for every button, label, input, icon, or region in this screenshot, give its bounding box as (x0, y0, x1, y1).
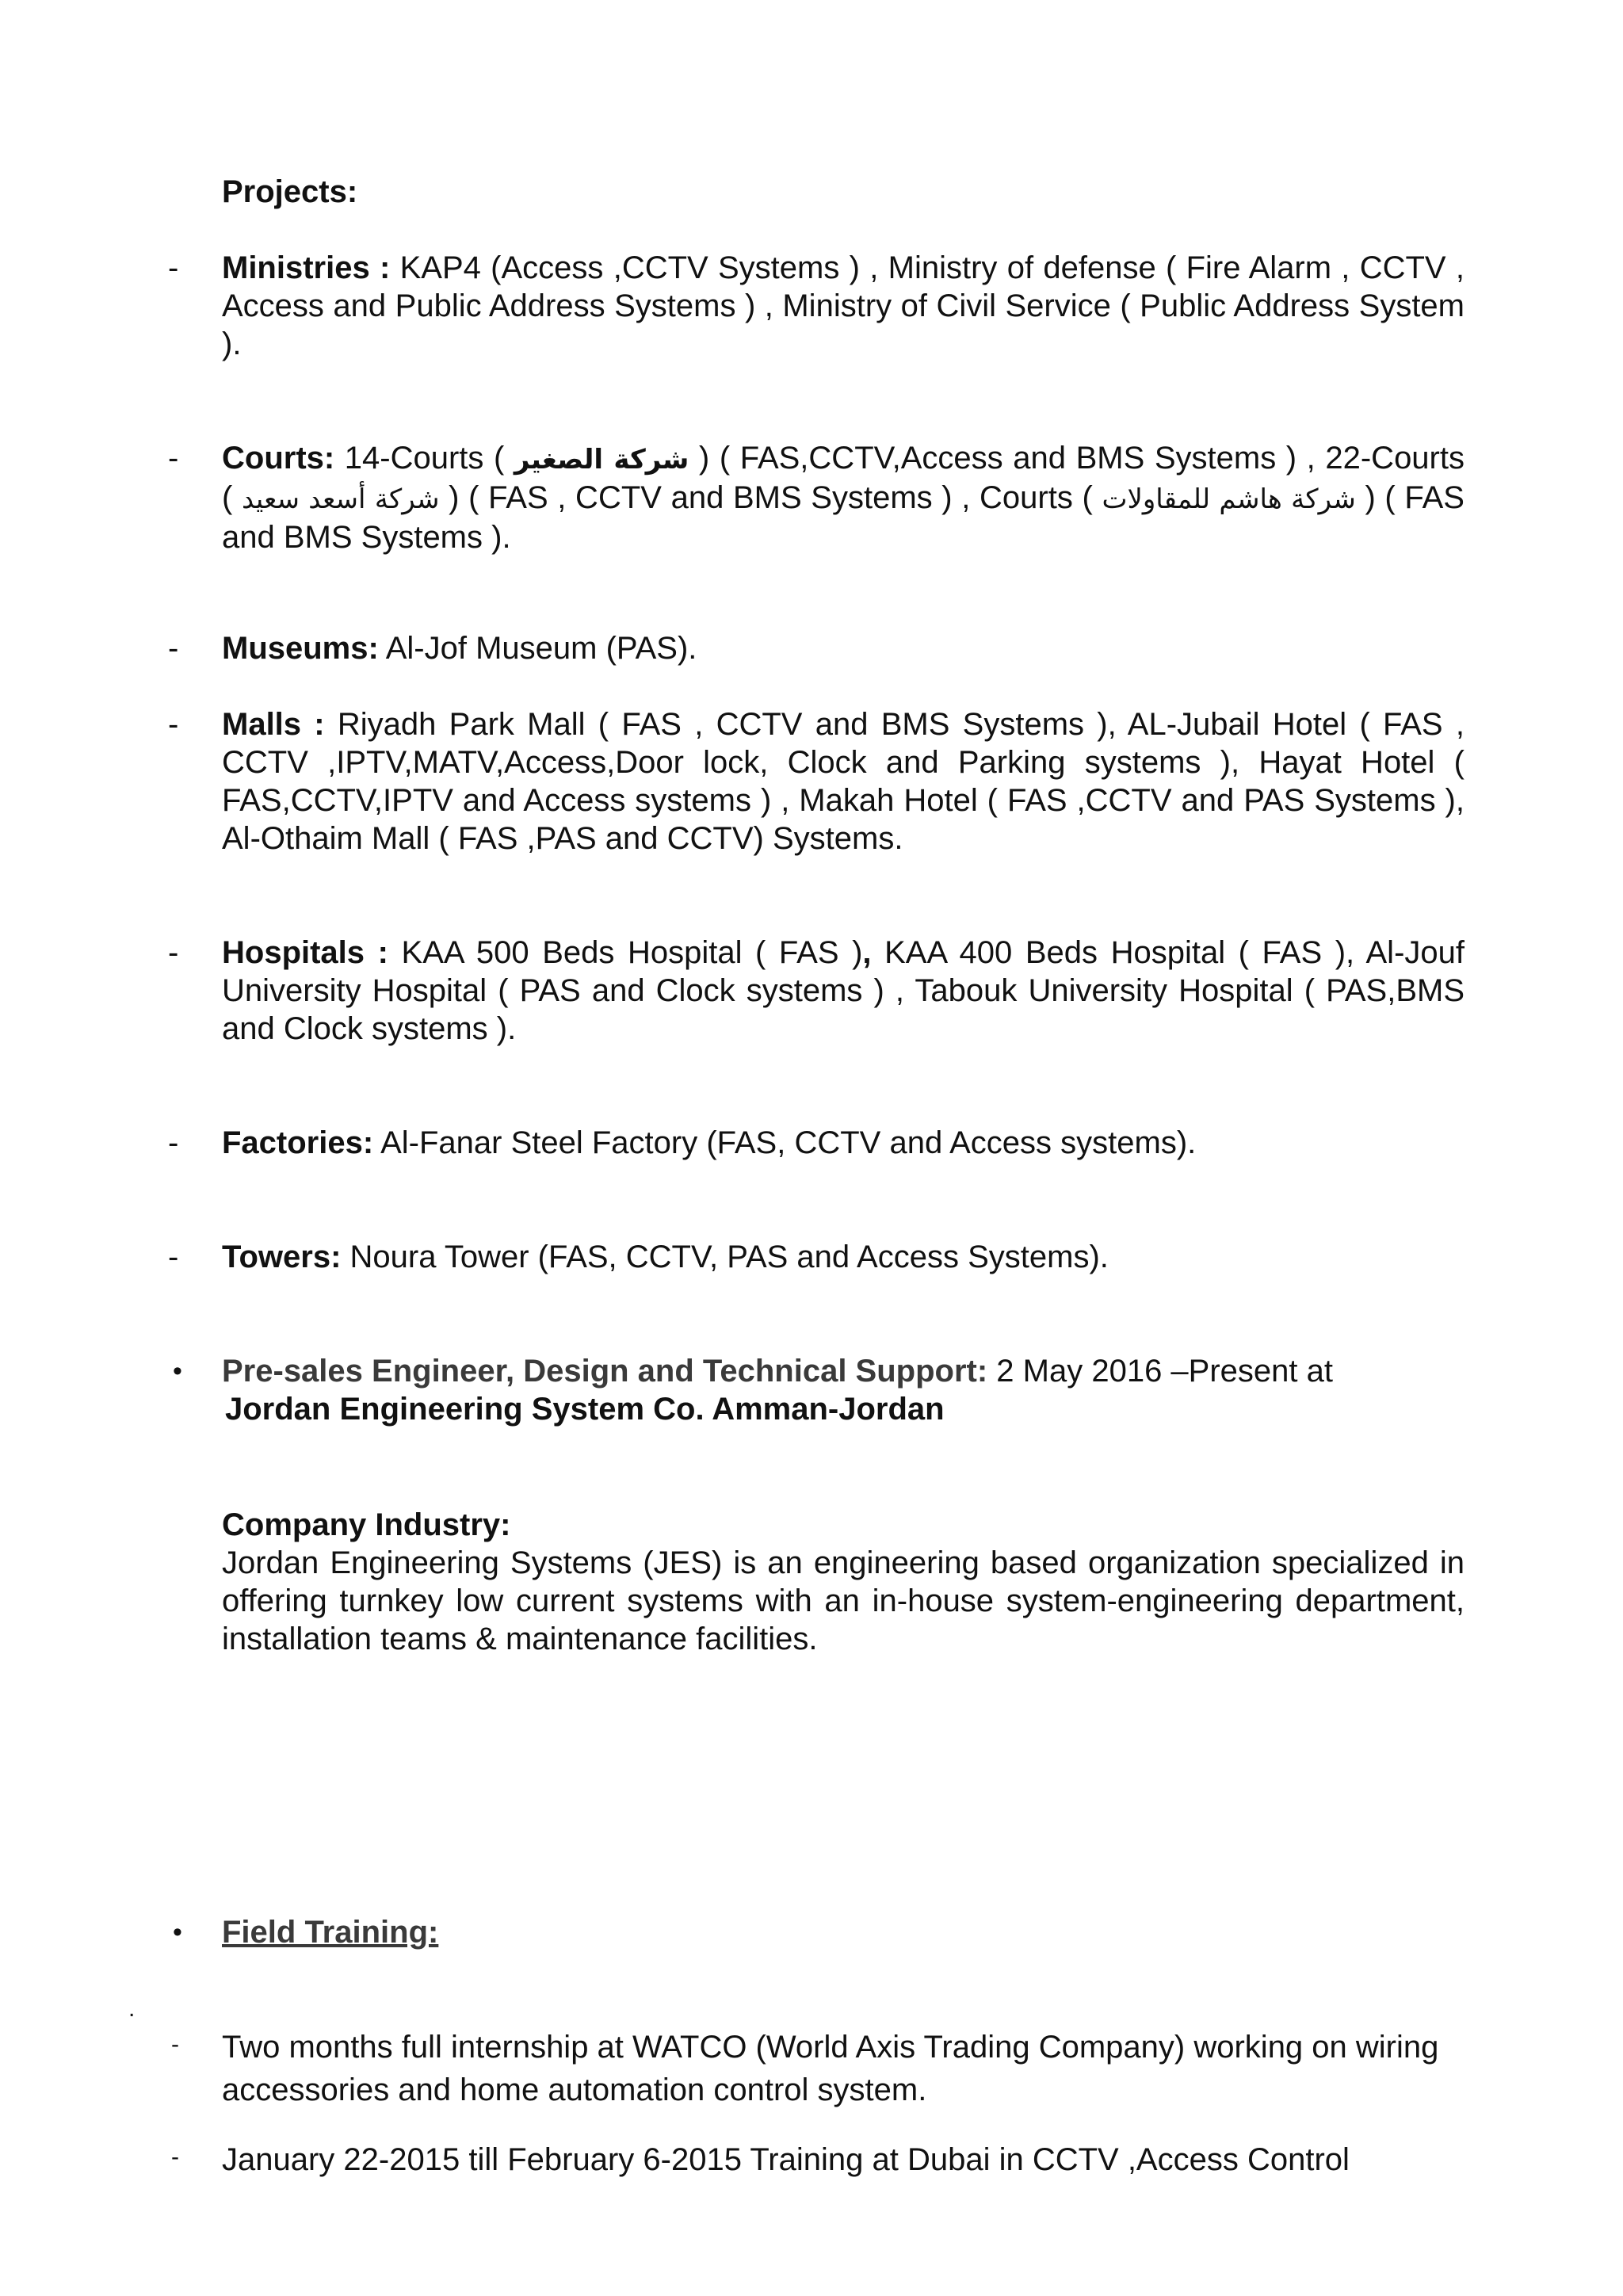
projects-heading: Projects: (222, 174, 358, 209)
project-details-part-a: KAA 500 Beds Hospital ( FAS ) (388, 935, 863, 970)
dash-marker: - (168, 1125, 179, 1160)
dash-marker: - (171, 2031, 179, 2057)
project-label: Ministries : (222, 250, 391, 285)
arabic-company-name: شركة هاشم للمقاولات (1102, 483, 1356, 515)
project-label: Courts: (222, 441, 335, 476)
project-label: Museums: (222, 631, 379, 666)
project-details: Noura Tower (FAS, CCTV, PAS and Access Systems). (341, 1240, 1109, 1274)
training-text: January 22-2015 till February 6-2015 Training at Dubai in CCTV ,Access Control (222, 2142, 1350, 2177)
project-details-part-d: ) ( FAS and BMS Systems ). (222, 480, 1465, 555)
dash-marker: - (168, 631, 179, 666)
project-label: Hospitals : (222, 935, 388, 970)
dash-marker: - (168, 441, 179, 476)
job-title: Pre-sales Engineer, Design and Technical Support: (222, 1354, 988, 1389)
job-title-line (222, 1352, 1465, 1390)
training-text: Two months full internship at WATCO (World Axis Trading Company) working on wiring accessories and home automation control system. (222, 2030, 1439, 2107)
arabic-company-name: شركة الصغير (514, 444, 689, 476)
project-text (222, 705, 1465, 858)
field-training-heading: Field Training: (222, 1915, 439, 1950)
bullet-marker: • (173, 1917, 182, 1947)
project-label: Towers: (222, 1240, 342, 1274)
arabic-company-name: شركة أسعد سعيد (241, 483, 440, 515)
project-label: Malls : (222, 707, 325, 742)
dash-marker: - (168, 250, 179, 285)
bold-comma: , (862, 935, 872, 970)
stray-dot: . (128, 1996, 136, 2022)
project-label: Factories: (222, 1125, 374, 1160)
section-title-line (222, 1913, 1465, 1951)
project-details-part-b: ) ( FAS,CCTV,Access and BMS Systems ) , 22-Courts ( (222, 441, 1465, 515)
project-text (222, 249, 1465, 363)
employer-name: Jordan Engineering System Co. Amman-Jordan (225, 1392, 945, 1427)
project-details: KAP4 (Access ,CCTV Systems ) , Ministry of defense ( Fire Alarm , CCTV , Access and Public Address Systems ) , Ministry of Civil Service ( Public Address System ). (222, 250, 1465, 361)
dash-marker: - (168, 935, 179, 970)
project-text (222, 1238, 1465, 1276)
project-text (222, 934, 1465, 1048)
dash-marker: - (168, 707, 179, 742)
project-details-part-b: KAA 400 Beds Hospital ( FAS ), Al-Jouf University Hospital ( PAS and Clock systems ) , Tabouk University Hospital ( PAS,BMS and Clock systems ). (222, 935, 1465, 1046)
company-industry-heading: Company Industry: (222, 1507, 511, 1542)
dash-marker: - (168, 1240, 179, 1274)
job-dates: 2 May 2016 –Present at (987, 1354, 1333, 1389)
project-details: Al-Jof Museum (PAS). (378, 631, 697, 666)
dash-marker: - (171, 2144, 179, 2170)
bullet-marker: • (173, 1356, 182, 1386)
project-text (222, 439, 1465, 556)
project-details: Al-Fanar Steel Factory (FAS, CCTV and Access systems). (373, 1125, 1197, 1160)
company-industry-text: Jordan Engineering Systems (JES) is an engineering based organization specialized in offering turnkey low current systems with an in-house system-engineering department, installation teams & maintenance facilities. (222, 1545, 1465, 1656)
project-text (222, 1124, 1465, 1162)
project-text (222, 629, 1465, 667)
project-details-part-c: ) ( FAS , CCTV and BMS Systems ) , Courts ( (439, 480, 1102, 515)
project-details: Riyadh Park Mall ( FAS , CCTV and BMS Systems ), AL-Jubail Hotel ( FAS , CCTV ,IPTV,MATV,Access,Door lock, Clock and Parking systems ), Hayat Hotel ( FAS,CCTV,IPTV and Access systems ) , Makah Hotel ( FAS ,CCTV and PAS Systems ), Al-Othaim Mall ( FAS ,PAS and CCTV) Systems. (222, 707, 1465, 856)
project-details-part-a: 14-Courts ( (334, 441, 514, 476)
